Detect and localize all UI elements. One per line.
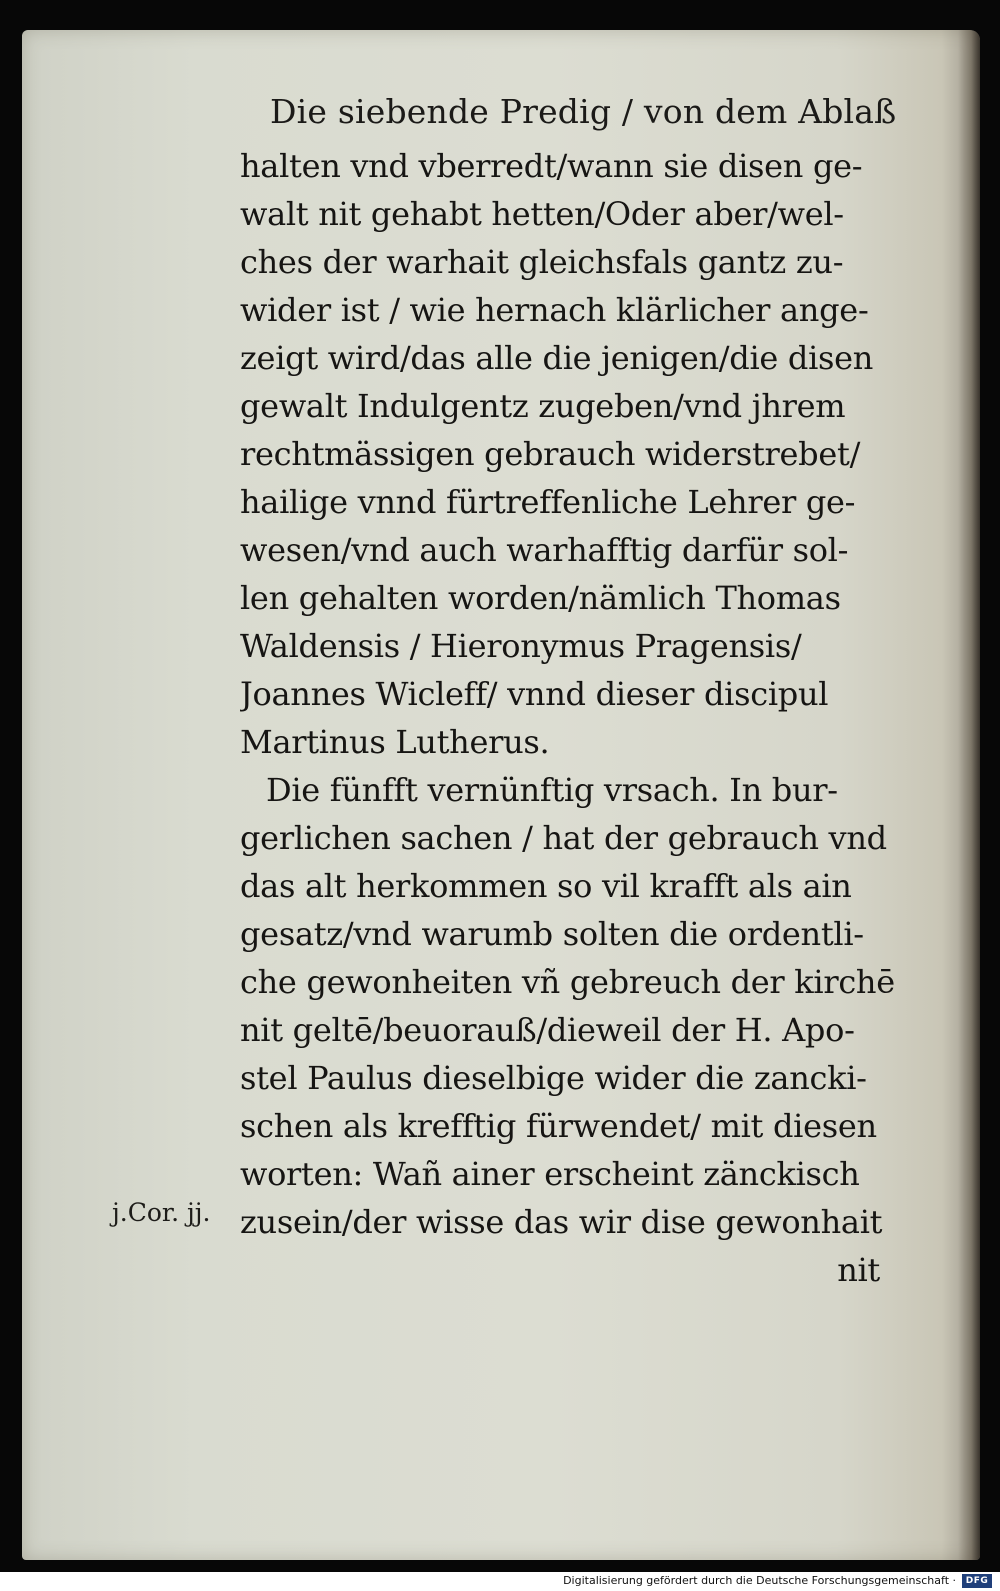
text-line: stel Paulus dieselbige wider die zancki- xyxy=(240,1059,867,1097)
text-line: Martinus Lutherus. xyxy=(240,723,550,761)
catchword: nit xyxy=(837,1251,880,1289)
text-line: nit geltē/beuorauß/dieweil der H. Apo- xyxy=(240,1011,855,1049)
page-edge-shadow xyxy=(958,30,980,1560)
text-line: worten: Wañ ainer erscheint zänckisch xyxy=(240,1155,860,1193)
running-head: Die siebende Predig / von dem Ablaß xyxy=(270,92,897,131)
text-line: das alt herkommen so vil krafft als ain xyxy=(240,867,852,905)
text-line: gesatz/vnd warumb solten die ordentli- xyxy=(240,915,864,953)
funding-credit: Digitalisierung gefördert durch die Deutsche Forschungsgemeinschaft · xyxy=(563,1574,956,1587)
text-line: Waldensis / Hieronymus Pragensis/ xyxy=(240,627,802,665)
text-line: zusein/der wisse das wir dise gewonhait xyxy=(240,1203,883,1241)
text-line: len gehalten worden/nämlich Thomas xyxy=(240,579,841,617)
text-line: zeigt wird/das alle die jenigen/die disen xyxy=(240,339,874,377)
text-line: gewalt Indulgentz zugeben/vnd jhrem xyxy=(240,387,846,425)
text-line: schen als krefftig fürwendet/ mit diesen xyxy=(240,1107,877,1145)
dfg-logo-icon: DFG xyxy=(962,1574,992,1588)
text-line: ches der warhait gleichsfals gantz zu- xyxy=(240,243,844,281)
paragraph-start-line: Die fünfft vernünftig vrsach. In bur- xyxy=(266,771,838,809)
text-line: Joannes Wicleff/ vnnd dieser discipul xyxy=(240,675,829,713)
footer-bar xyxy=(0,1572,1000,1591)
text-line: che gewonheiten vñ gebreuch der kirchē xyxy=(240,963,895,1001)
text-line: rechtmässigen gebrauch widerstrebet/ xyxy=(240,435,861,473)
text-line: hailige vnnd fürtreffenliche Lehrer ge- xyxy=(240,483,856,521)
text-line: wesen/vnd auch warhafftig darfür sol- xyxy=(240,531,849,569)
text-line: halten vnd vberredt/wann sie disen ge- xyxy=(240,147,863,185)
text-line: wider ist / wie hernach klärlicher ange- xyxy=(240,291,869,329)
text-line: walt nit gehabt hetten/Oder aber/wel- xyxy=(240,195,844,233)
text-line: gerlichen sachen / hat der gebrauch vnd xyxy=(240,819,887,857)
text-block xyxy=(240,142,940,1294)
marginal-note: j.Cor. jj. xyxy=(112,1198,211,1227)
